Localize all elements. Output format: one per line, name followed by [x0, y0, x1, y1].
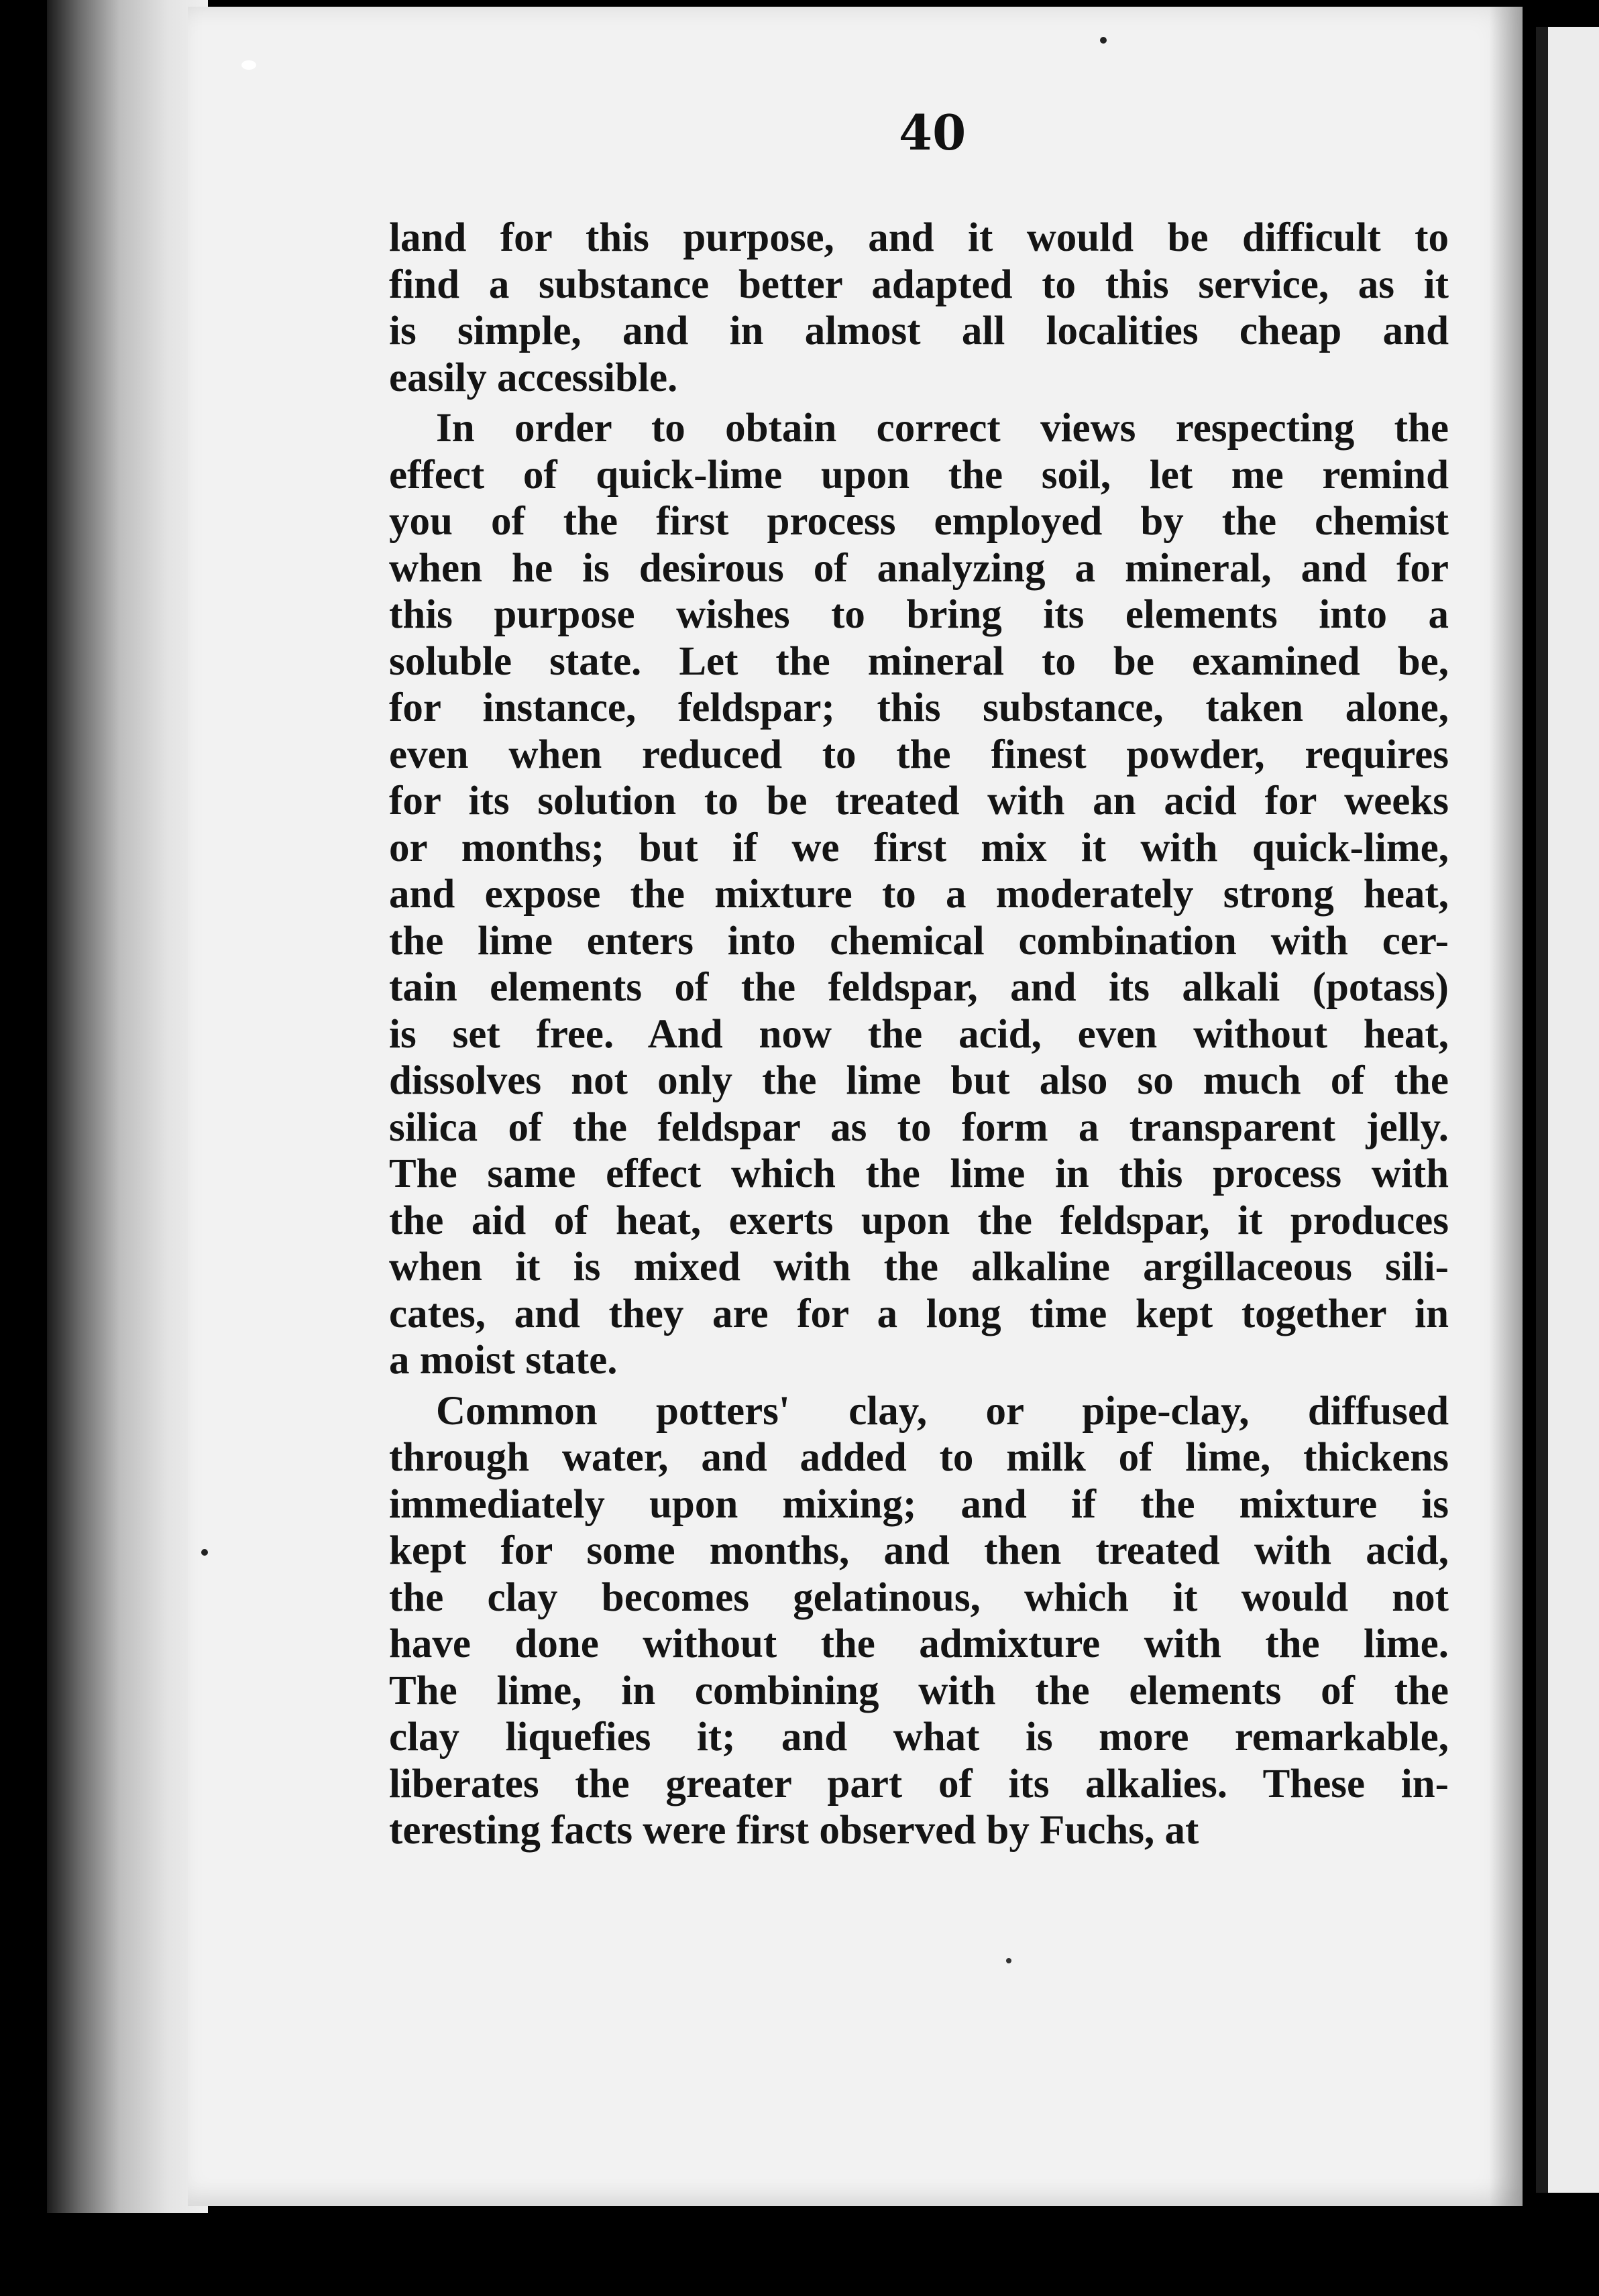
- text-line: land for this purpose, and it would be difficult to: [389, 215, 1449, 260]
- text-line: teresting facts were first observed by Fuchs, at: [389, 1808, 1199, 1853]
- text-line: the clay becomes gelatinous, which it would not: [389, 1574, 1449, 1620]
- text-line: the lime enters into chemical combination with cer-: [389, 918, 1449, 964]
- text-line: dissolves not only the lime but also so much of the: [389, 1058, 1449, 1103]
- text-line: kept for some months, and then treated with acid,: [389, 1528, 1449, 1573]
- text-line: and expose the mixture to a moderately strong heat,: [389, 872, 1449, 917]
- page-stack-edge: [47, 0, 208, 2213]
- text-line: for its solution to be treated with an acid for weeks: [389, 779, 1449, 823]
- text-line: even when reduced to the finest powder, requires: [389, 732, 1449, 777]
- text-line: tain elements of the feldspar, and its alkali (potass): [389, 965, 1449, 1010]
- text-line: this purpose wishes to bring its elements into a: [389, 592, 1449, 637]
- text-line: silica of the feldspar as to form a transparent jelly.: [389, 1104, 1449, 1150]
- paragraph: [389, 215, 1449, 401]
- paragraph: [389, 405, 1449, 1384]
- text-line: liberates the greater part of its alkalies. These in-: [389, 1761, 1449, 1806]
- body-text: [389, 215, 1449, 1858]
- text-line: is set free. And now the acid, even without heat,: [389, 1011, 1449, 1057]
- text-line: find a substance better adapted to this service, as it: [389, 262, 1449, 307]
- text-line: through water, and added to milk of lime, thickens: [389, 1435, 1449, 1480]
- text-line: is simple, and in almost all localities cheap and: [389, 308, 1449, 353]
- scan-speck: [241, 60, 256, 70]
- text-line: clay liquefies it; and what is more remarkable,: [389, 1715, 1449, 1760]
- text-line: Common potters' clay, or pipe-clay, diffused: [436, 1388, 1449, 1434]
- text-line: The same effect which the lime in this process with: [389, 1151, 1449, 1196]
- text-line: cates, and they are for a long time kept together in: [389, 1291, 1449, 1336]
- page-number: 40: [899, 104, 967, 161]
- text-line: the aid of heat, exerts upon the feldspar, it produces: [389, 1198, 1449, 1243]
- text-line: a moist state.: [389, 1338, 618, 1383]
- text-line: when he is desirous of analyzing a mineral, and for: [389, 545, 1449, 591]
- scan-speck: [201, 1549, 208, 1556]
- text-line: immediately upon mixing; and if the mixture is: [389, 1481, 1449, 1527]
- text-line: The lime, in combining with the elements of the: [389, 1668, 1449, 1713]
- facing-page-edge: [1536, 27, 1599, 2193]
- gutter-shadow: [1489, 7, 1536, 2206]
- text-line: you of the first process employed by the chemist: [389, 499, 1449, 544]
- scan-speck: [1100, 37, 1107, 44]
- text-line: easily accessible.: [389, 355, 678, 400]
- paragraph: [389, 1388, 1449, 1854]
- text-line: have done without the admixture with the lime.: [389, 1621, 1449, 1666]
- scan-speck: [1006, 1958, 1011, 1963]
- text-line: In order to obtain correct views respecting the: [436, 406, 1449, 451]
- text-line: effect of quick-lime upon the soil, let me remind: [389, 452, 1449, 498]
- text-line: or months; but if we first mix it with quick-lime,: [389, 825, 1449, 870]
- text-line: when it is mixed with the alkaline argillaceous sili-: [389, 1245, 1449, 1289]
- text-line: soluble state. Let the mineral to be examined be,: [389, 638, 1449, 684]
- text-line: for instance, feldspar; this substance, taken alone,: [389, 685, 1449, 730]
